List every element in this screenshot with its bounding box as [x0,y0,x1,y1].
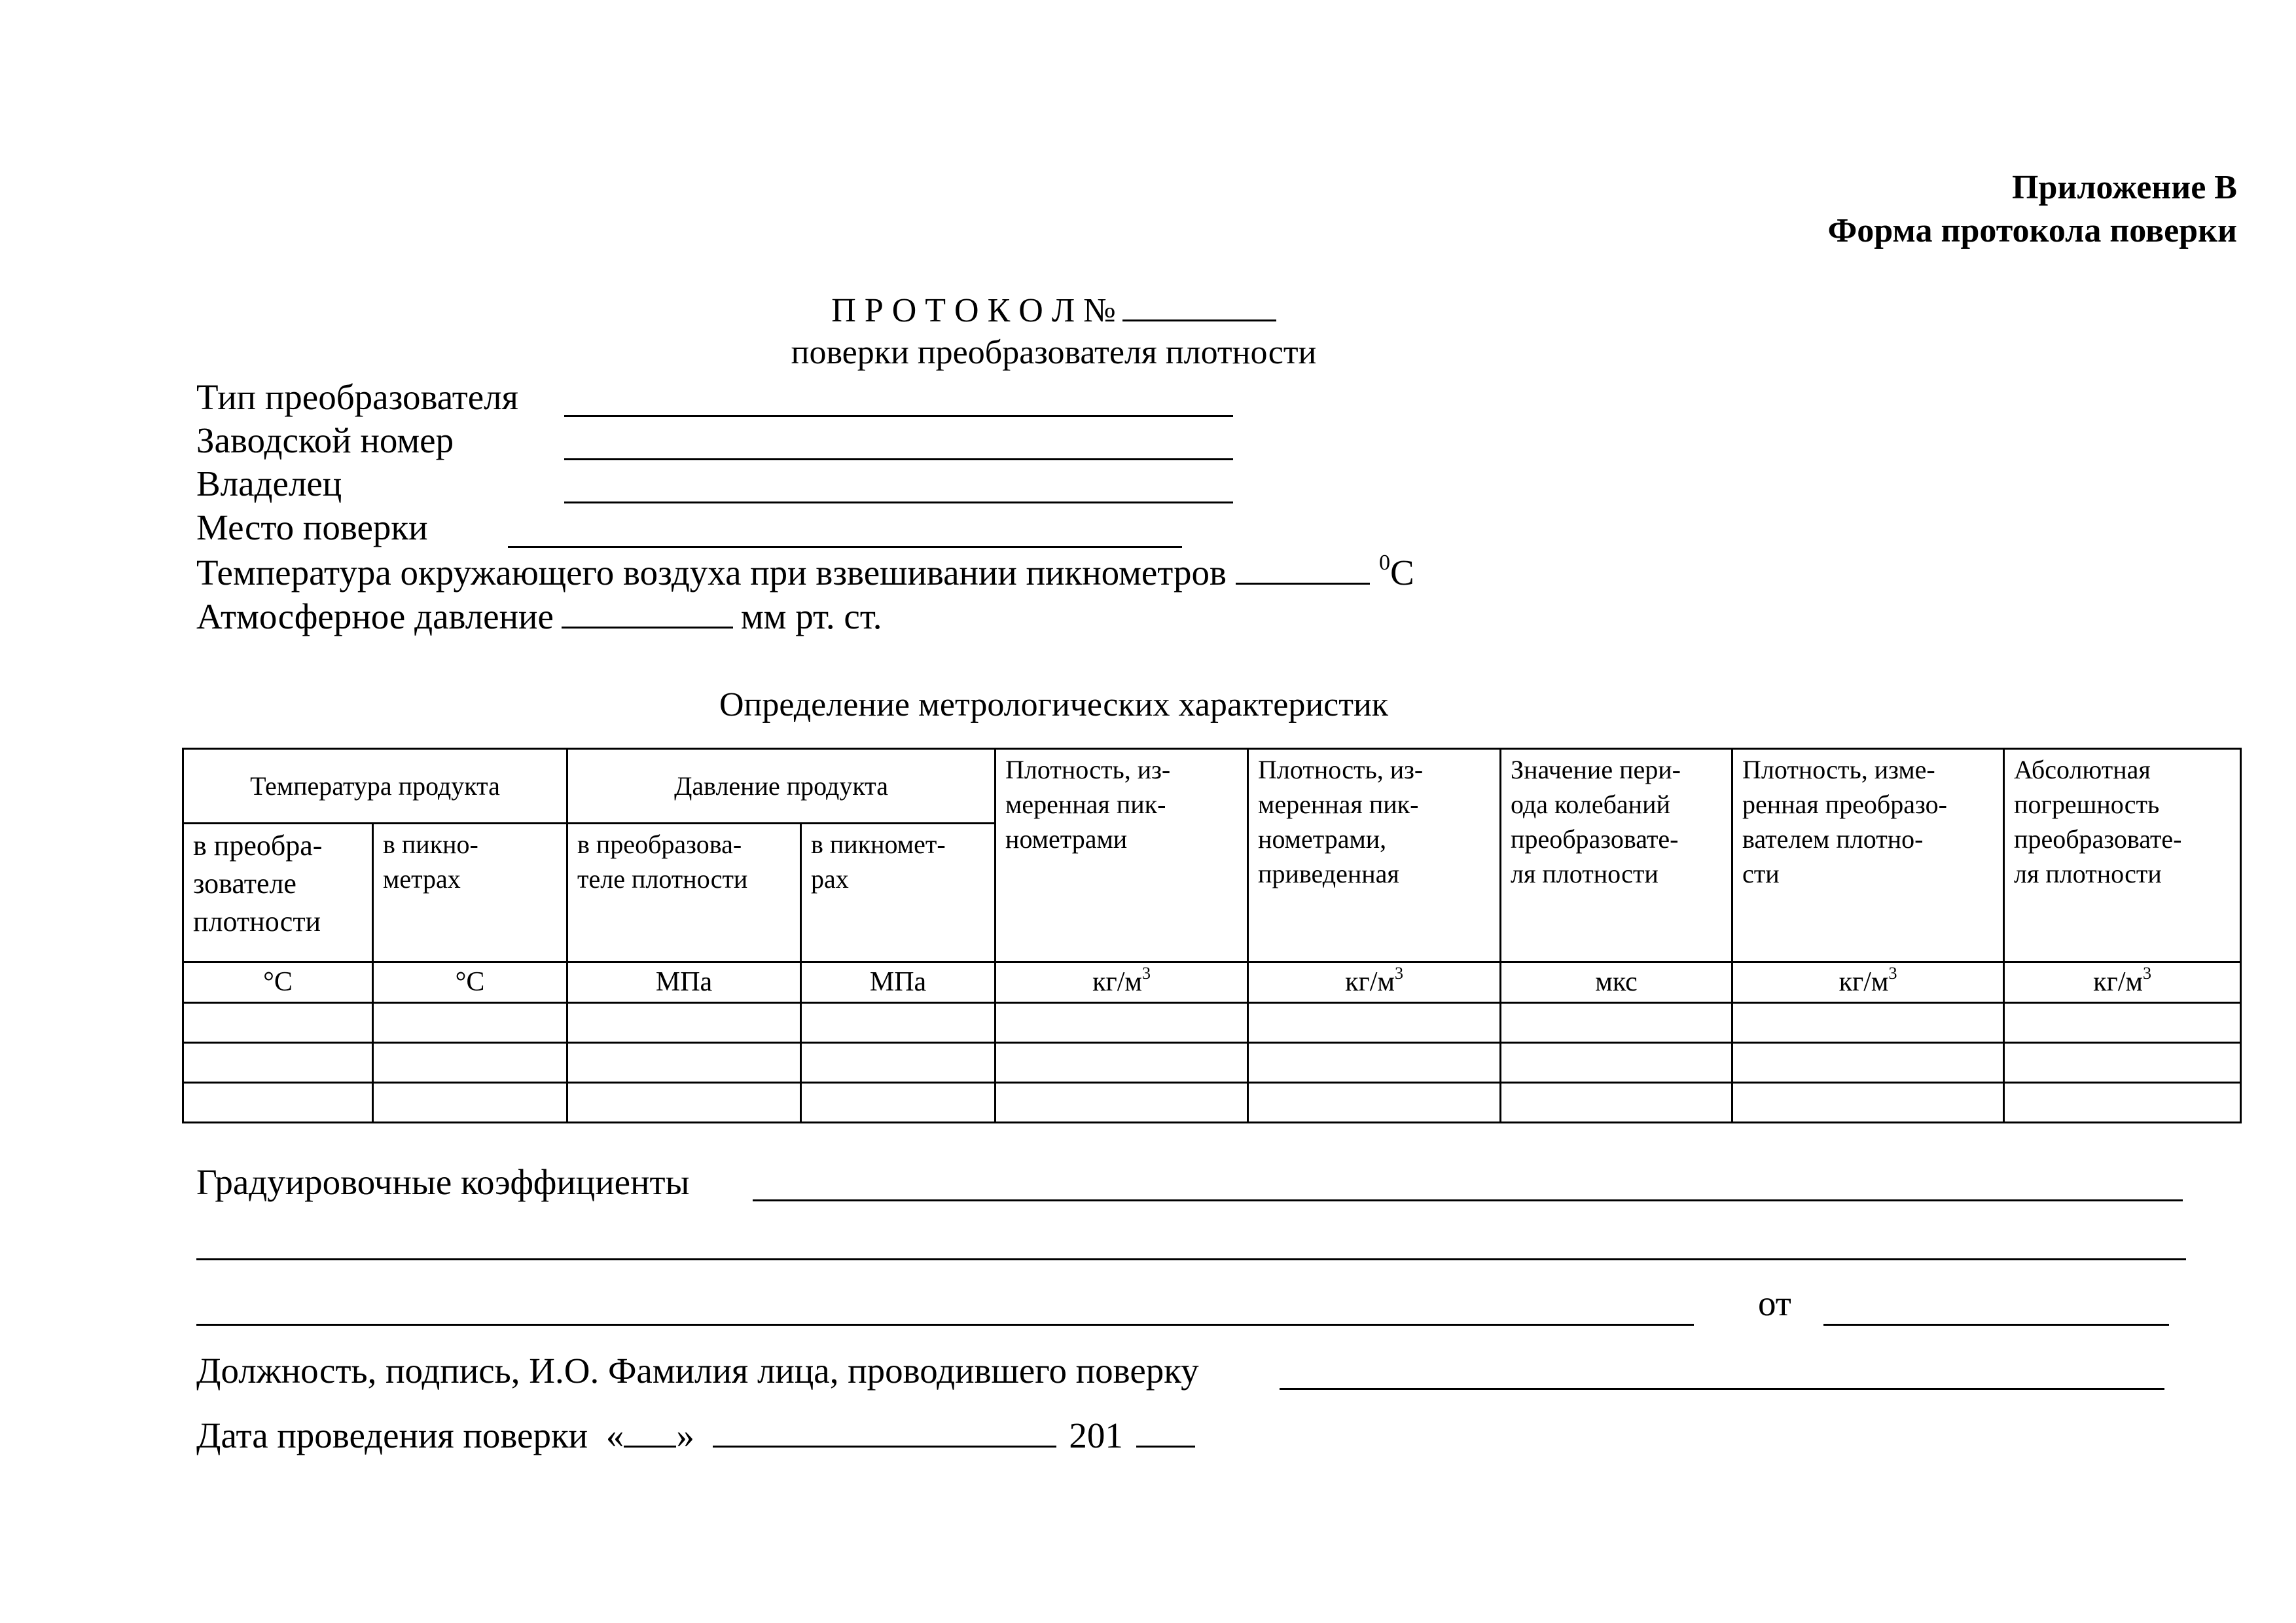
pressure-unit: мм рт. ст. [740,596,882,636]
table-cell[interactable] [801,1083,996,1123]
pressure-row [196,594,882,638]
table-cell[interactable] [1732,1083,2004,1123]
pressure-label: Атмосферное давление [196,596,554,636]
date-open-quote: « [605,1415,624,1455]
protocol-title: П Р О Т О К О Л № [831,292,1116,329]
serial-number-field[interactable] [564,458,1233,460]
unit-cell: МПа [567,962,801,1003]
date-label: Дата проведения поверки [196,1415,588,1455]
column-header: Плотность, изме- ренная преобразо- вателем плотно- сти [1732,749,2004,962]
unit-cell: °С [373,962,567,1003]
table-cell[interactable] [183,1043,373,1083]
temperature-degree: 0 [1378,551,1391,575]
column-header: Плотность, из- меренная пик- нометрами, приведенная [1248,749,1501,962]
metrology-table [182,748,2242,1123]
table-row [183,1043,2241,1083]
unit-cell: МПа [801,962,996,1003]
table-cell[interactable] [1248,1003,1501,1043]
temperature-field[interactable] [1236,550,1370,585]
column-header: в преобра- зователе плотности [183,824,373,962]
table-cell[interactable] [1501,1043,1732,1083]
table-title: Определение метрологических характеристик [719,686,1389,723]
temperature-label: Температура окружающего воздуха при взвешивании пикнометров [196,553,1227,593]
table-cell[interactable] [2004,1043,2241,1083]
calibration-coefficients-line-3[interactable] [196,1324,1694,1326]
serial-number-label: Заводской номер [196,420,454,460]
table-cell[interactable] [373,1003,567,1043]
table-cell[interactable] [183,1083,373,1123]
calibration-coefficients-line-2[interactable] [196,1258,2186,1260]
owner-field[interactable] [564,501,1233,503]
column-header: Абсолютная погрешность преобразовате- ля плотности [2004,749,2241,962]
temperature-group-header: Температура продукта [183,749,567,824]
from-label: от [1758,1283,1791,1323]
table-cell[interactable] [183,1003,373,1043]
signature-field[interactable] [1280,1388,2164,1390]
table-cell[interactable] [373,1043,567,1083]
table-cell[interactable] [373,1083,567,1123]
table-row [183,1083,2241,1123]
table-row [183,1003,2241,1043]
unit-cell: мкс [1501,962,1732,1003]
unit-cell: °С [183,962,373,1003]
table-cell[interactable] [1501,1083,1732,1123]
column-header: Значение пери- ода колебаний преобразовате- ля плотности [1501,749,1732,962]
unit-cell: $кг/м^3$ [1732,962,2004,1003]
column-header: в преобразова- теле плотности [567,824,801,962]
pressure-field[interactable] [562,594,733,629]
owner-label: Владелец [196,464,342,503]
place-label: Место поверки [196,507,428,547]
signature-label: Должность, подпись, И.О. Фамилия лица, проводившего поверку [196,1351,1199,1391]
column-header: Плотность, из- меренная пик- нометрами [996,749,1248,962]
date-row [196,1414,1195,1457]
date-year-prefix: 201 [1069,1415,1123,1455]
units-row [183,962,2241,1003]
date-month-field[interactable] [713,1414,1056,1448]
unit-cell: $кг/м^3$ [2004,962,2241,1003]
unit-cell: $кг/м^3$ [996,962,1248,1003]
temperature-unit: С [1390,553,1414,593]
column-header: в пикномет- рах [801,824,996,962]
calibration-coefficients-field[interactable] [753,1199,2183,1201]
table-cell[interactable] [1732,1043,2004,1083]
converter-type-label: Тип преобразователя [196,377,518,417]
table-header-row-1 [183,749,2241,824]
place-field[interactable] [508,546,1182,548]
table-cell[interactable] [2004,1003,2241,1043]
appendix-label: Приложение В [2012,169,2237,206]
table-cell[interactable] [1732,1003,2004,1043]
date-day-field[interactable] [624,1414,676,1448]
table-cell[interactable] [996,1043,1248,1083]
calibration-coefficients-label: Градуировочные коэффициенты [196,1162,690,1202]
table-cell[interactable] [1501,1003,1732,1043]
date-close-quote: » [676,1415,694,1455]
pressure-group-header: Давление продукта [567,749,996,824]
table-cell[interactable] [1248,1043,1501,1083]
table-cell[interactable] [567,1043,801,1083]
table-cell[interactable] [801,1003,996,1043]
temperature-row [196,550,1414,594]
protocol-number-field[interactable] [1122,288,1276,321]
table-cell[interactable] [567,1083,801,1123]
from-field[interactable] [1823,1324,2169,1326]
unit-cell: $кг/м^3$ [1248,962,1501,1003]
table-cell[interactable] [801,1043,996,1083]
table-cell[interactable] [567,1003,801,1043]
date-year-field[interactable] [1136,1414,1195,1448]
table-cell[interactable] [996,1003,1248,1043]
appendix-subtitle: Форма протокола поверки [1827,212,2237,249]
table-cell[interactable] [996,1083,1248,1123]
protocol-title-row [0,288,2108,333]
table-cell[interactable] [1248,1083,1501,1123]
column-header: в пикно- метрах [373,824,567,962]
converter-type-field[interactable] [564,415,1233,417]
table-cell[interactable] [2004,1083,2241,1123]
protocol-subtitle: поверки преобразователя плотности [791,334,1317,371]
